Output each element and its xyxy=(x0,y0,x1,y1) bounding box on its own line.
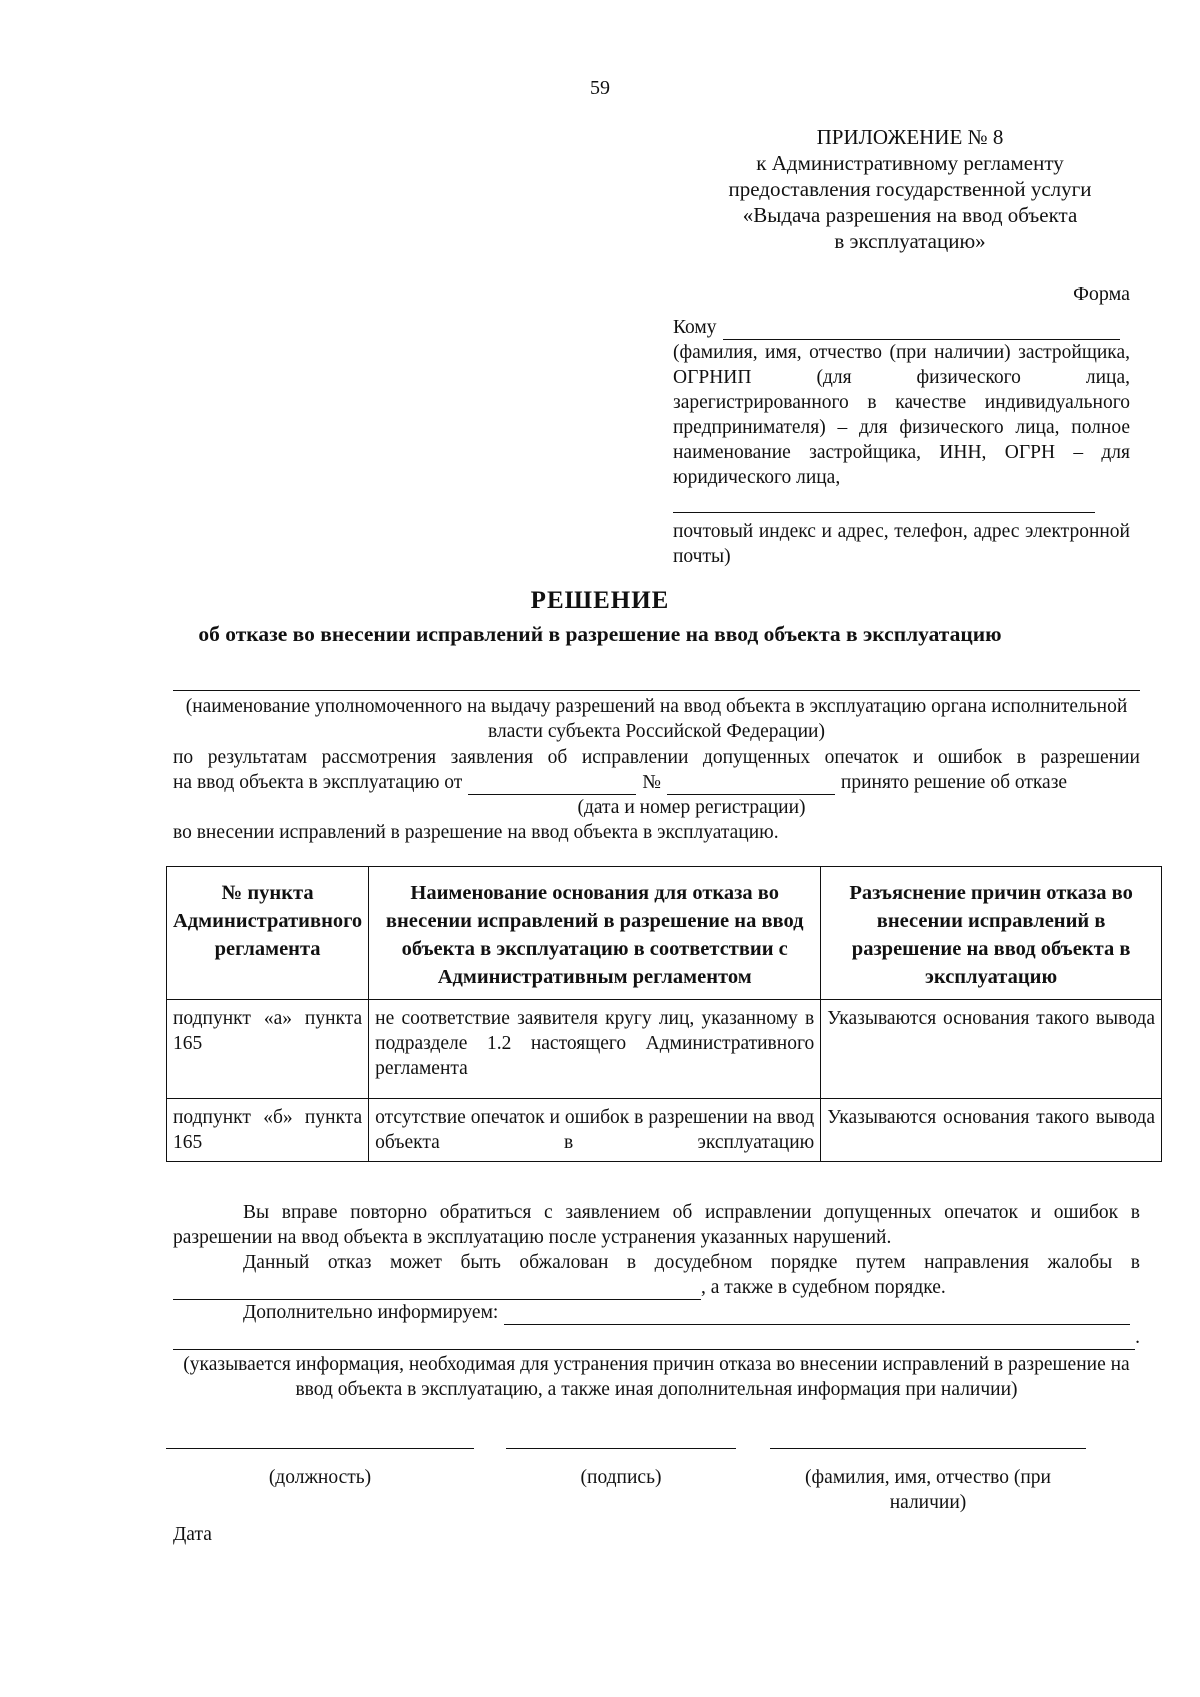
body-line-2-end: принято решение об отказе xyxy=(840,772,1068,793)
additional-info-field-2[interactable] xyxy=(173,1329,1135,1350)
table-header-explanation: Разъяснение причин отказа во внесении исправлений в разрешение на ввод объекта в эксплуатацию xyxy=(821,867,1162,1000)
table-cell-point: подпункт «а» пункта 165 xyxy=(167,1000,369,1099)
addressee-to-row xyxy=(673,315,1130,340)
addressee-name-field[interactable] xyxy=(723,319,1120,340)
page-number: 59 xyxy=(590,77,610,99)
addressee-to-label: Кому xyxy=(673,317,717,338)
after-table-text xyxy=(173,1200,1140,1402)
appendix-header xyxy=(690,124,1130,254)
addressee-caption-1: (фамилия, имя, отчество (при наличии) застройщика, ОГРНИП (для физического лица, зарегистрированного в качестве индивидуального предпринимателя) – для физического лица, полное наименование застройщика, ИНН, ОГРН – для юридического лица, xyxy=(673,342,1130,488)
appeal-paragraph-start: Данный отказ может быть обжалован в досудебном порядке путем направления жалобы в xyxy=(243,1252,1140,1273)
table-header-basis: Наименование основания для отказа во внесении исправлений в разрешение на ввод объекта в эксплуатацию в соответствии с Административным регламентом xyxy=(369,867,821,1000)
application-date-field[interactable] xyxy=(468,774,636,795)
signature-caption: (подпись) xyxy=(580,1467,662,1488)
refusal-reasons-table xyxy=(166,866,1162,1162)
organ-caption: (наименование уполномоченного на выдачу разрешений на ввод объекта в эксплуатацию органа исполнительной власти субъекта Российской Федерации) xyxy=(185,696,1128,742)
number-sign: № xyxy=(642,772,661,793)
appeal-authority-field[interactable] xyxy=(173,1279,701,1300)
body-line-3: во внесении исправлений в разрешение на ввод объекта в эксплуатацию. xyxy=(173,822,779,843)
application-number-field[interactable] xyxy=(667,774,835,795)
table-row xyxy=(167,1000,1162,1099)
additional-info-row-2 xyxy=(173,1325,1140,1350)
table-header-row xyxy=(167,867,1162,1000)
signature-field[interactable] xyxy=(506,1448,736,1449)
additional-info-end: . xyxy=(1135,1327,1140,1348)
repeat-application-paragraph: Вы вправе повторно обратиться с заявлением об исправлении допущенных опечаток и ошибок в разрешении на ввод объекта в эксплуатацию после устранения указанных нарушений. xyxy=(173,1202,1140,1248)
position-caption: (должность) xyxy=(268,1467,372,1488)
addressee-caption-2: почтовый индекс и адрес, телефон, адрес электронной почты) xyxy=(673,521,1130,567)
appendix-line: ПРИЛОЖЕНИЕ № 8 xyxy=(816,125,1004,149)
appeal-paragraph-end-row xyxy=(173,1275,1140,1300)
body-line-2 xyxy=(173,770,1140,795)
additional-info-field[interactable] xyxy=(504,1304,1130,1325)
full-name-field[interactable] xyxy=(770,1448,1086,1449)
position-field[interactable] xyxy=(166,1448,474,1449)
table-cell-explanation: Указываются основания такого вывода xyxy=(821,1099,1162,1162)
body-line-2-start: на ввод объекта в эксплуатацию от xyxy=(173,772,463,793)
form-label: Форма xyxy=(1073,283,1130,305)
organ-name-field[interactable] xyxy=(173,690,1140,691)
appendix-line: в эксплуатацию» xyxy=(834,229,986,253)
appendix-line: «Выдача разрешения на ввод объекта xyxy=(742,203,1078,227)
table-cell-point: подпункт «б» пункта 165 xyxy=(167,1099,369,1162)
table-cell-explanation: Указываются основания такого вывода xyxy=(821,1000,1162,1099)
additional-info-label: Дополнительно информируем: xyxy=(243,1302,499,1323)
document-title: РЕШЕНИЕ xyxy=(530,587,670,614)
full-name-caption: (фамилия, имя, отчество (при наличии) xyxy=(805,1467,1051,1513)
table-cell-basis: отсутствие опечаток и ошибок в разрешении на ввод объекта в эксплуатацию xyxy=(369,1099,821,1162)
date-caption: (дата и номер регистрации) xyxy=(577,797,806,818)
appeal-paragraph-end: , а также в судебном порядке. xyxy=(701,1277,946,1298)
addressee-block xyxy=(673,315,1130,569)
date-label: Дата xyxy=(173,1524,212,1545)
addressee-address-field[interactable] xyxy=(673,490,1095,513)
document-subtitle: об отказе во внесении исправлений в разрешение на ввод объекта в эксплуатацию xyxy=(198,622,1002,646)
table-row xyxy=(167,1099,1162,1162)
table-cell-basis: не соответствие заявителя кругу лиц, указанному в подразделе 1.2 настоящего Административного регламента xyxy=(369,1000,821,1099)
appendix-line: к Административному регламенту xyxy=(756,151,1064,175)
body-line-1: по результатам рассмотрения заявления об исправлении допущенных опечаток и ошибок в разрешении xyxy=(173,747,1140,768)
table-header-point: № пункта Административного регламента xyxy=(167,867,369,1000)
additional-info-caption: (указывается информация, необходимая для устранения причин отказа во внесении исправлений в разрешение на ввод объекта в эксплуатацию, а также иная дополнительная информация при наличии) xyxy=(183,1354,1130,1400)
additional-info-row xyxy=(173,1300,1140,1325)
decision-body xyxy=(173,745,1140,845)
appendix-line: предоставления государственной услуги xyxy=(728,177,1092,201)
